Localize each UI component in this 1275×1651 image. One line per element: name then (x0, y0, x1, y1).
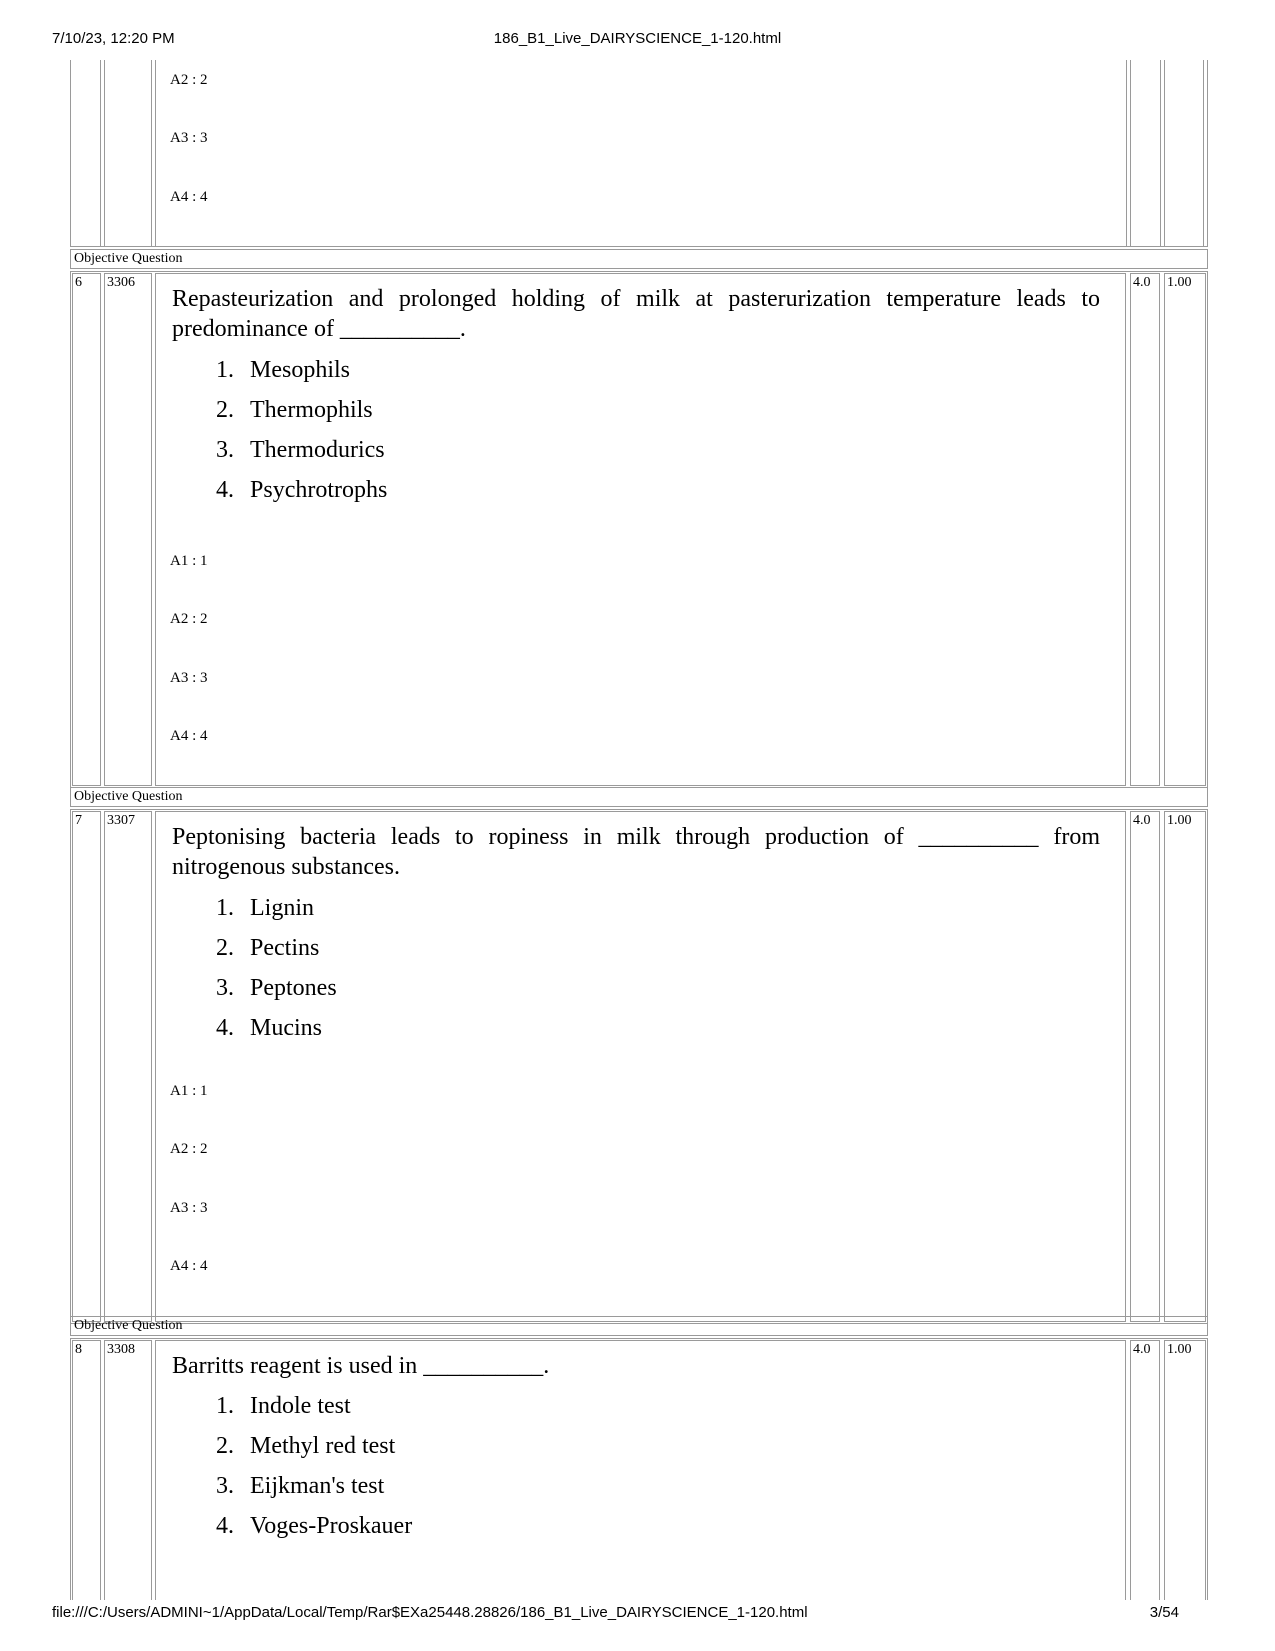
question-serial: 8 (75, 1342, 82, 1357)
section-label: Objective Question (70, 787, 1208, 807)
answer-key: A4 : 4 (170, 1258, 208, 1274)
option-item: 3. Eijkman's test (216, 1473, 385, 1499)
option-item: 2. Methyl red test (216, 1433, 396, 1459)
option-item: 1. Indole test (216, 1393, 351, 1419)
question-negative-marks: 1.00 (1167, 1342, 1192, 1357)
question-text: Repasteurization and prolonged holding of milk at pasterurization temperature leads to predominance of __________. (172, 286, 1100, 342)
option-item: 2. Pectins (216, 935, 320, 961)
answer-key: A4 : 4 (170, 728, 208, 744)
answer-key: A3 : 3 (170, 670, 208, 686)
option-item: 4. Mucins (216, 1015, 322, 1041)
option-item: 4. Psychrotrophs (216, 477, 388, 503)
answer-key: A3 : 3 (170, 1200, 208, 1216)
print-title: 186_B1_Live_DAIRYSCIENCE_1-120.html (493, 30, 782, 47)
question-negative-marks: 1.00 (1167, 813, 1192, 828)
option-item: 4. Voges-Proskauer (216, 1513, 413, 1539)
options-list (198, 888, 337, 1048)
prev-answer-a2: A2 : 2 (170, 72, 208, 88)
option-item: 1. Lignin (216, 895, 314, 921)
question-id: 3308 (107, 1342, 135, 1357)
prev-answer-a3: A3 : 3 (170, 130, 208, 146)
question-marks: 4.0 (1133, 813, 1151, 828)
prev-answer-a4: A4 : 4 (170, 189, 208, 205)
answer-key: A1 : 1 (170, 1083, 208, 1099)
question-serial: 6 (75, 275, 82, 290)
question-marks: 4.0 (1133, 1342, 1151, 1357)
option-item: 1. Mesophils (216, 357, 351, 383)
question-text: Peptonising bacteria leads to ropiness in milk through production of __________ from nitrogenous substances. (172, 824, 1100, 880)
print-file-path: file:///C:/Users/ADMINI~1/AppData/Local/Temp/Rar$EXa25448.28826/186_B1_Live_DAIRYSCIENCE_1-120.html (52, 1604, 808, 1621)
print-datetime: 7/10/23, 12:20 PM (52, 30, 175, 47)
question-id: 3307 (107, 813, 135, 828)
option-item: 3. Thermodurics (216, 437, 385, 463)
question-negative-marks: 1.00 (1167, 275, 1192, 290)
options-list (198, 1386, 412, 1546)
answer-key: A2 : 2 (170, 1141, 208, 1157)
question-serial: 7 (75, 813, 82, 828)
answer-key: A1 : 1 (170, 553, 208, 569)
print-page-number: 3/54 (1149, 1604, 1179, 1621)
print-footer (0, 1604, 1275, 1624)
answer-key: A2 : 2 (170, 611, 208, 627)
question-marks: 4.0 (1133, 275, 1151, 290)
section-label: Objective Question (70, 249, 1208, 269)
section-label: Objective Question (70, 1316, 1208, 1336)
print-header (0, 30, 1275, 50)
option-item: 2. Thermophils (216, 397, 373, 423)
question-text: Barritts reagent is used in __________. (172, 1353, 550, 1379)
options-list (198, 350, 387, 510)
option-item: 3. Peptones (216, 975, 337, 1001)
question-id: 3306 (107, 275, 135, 290)
